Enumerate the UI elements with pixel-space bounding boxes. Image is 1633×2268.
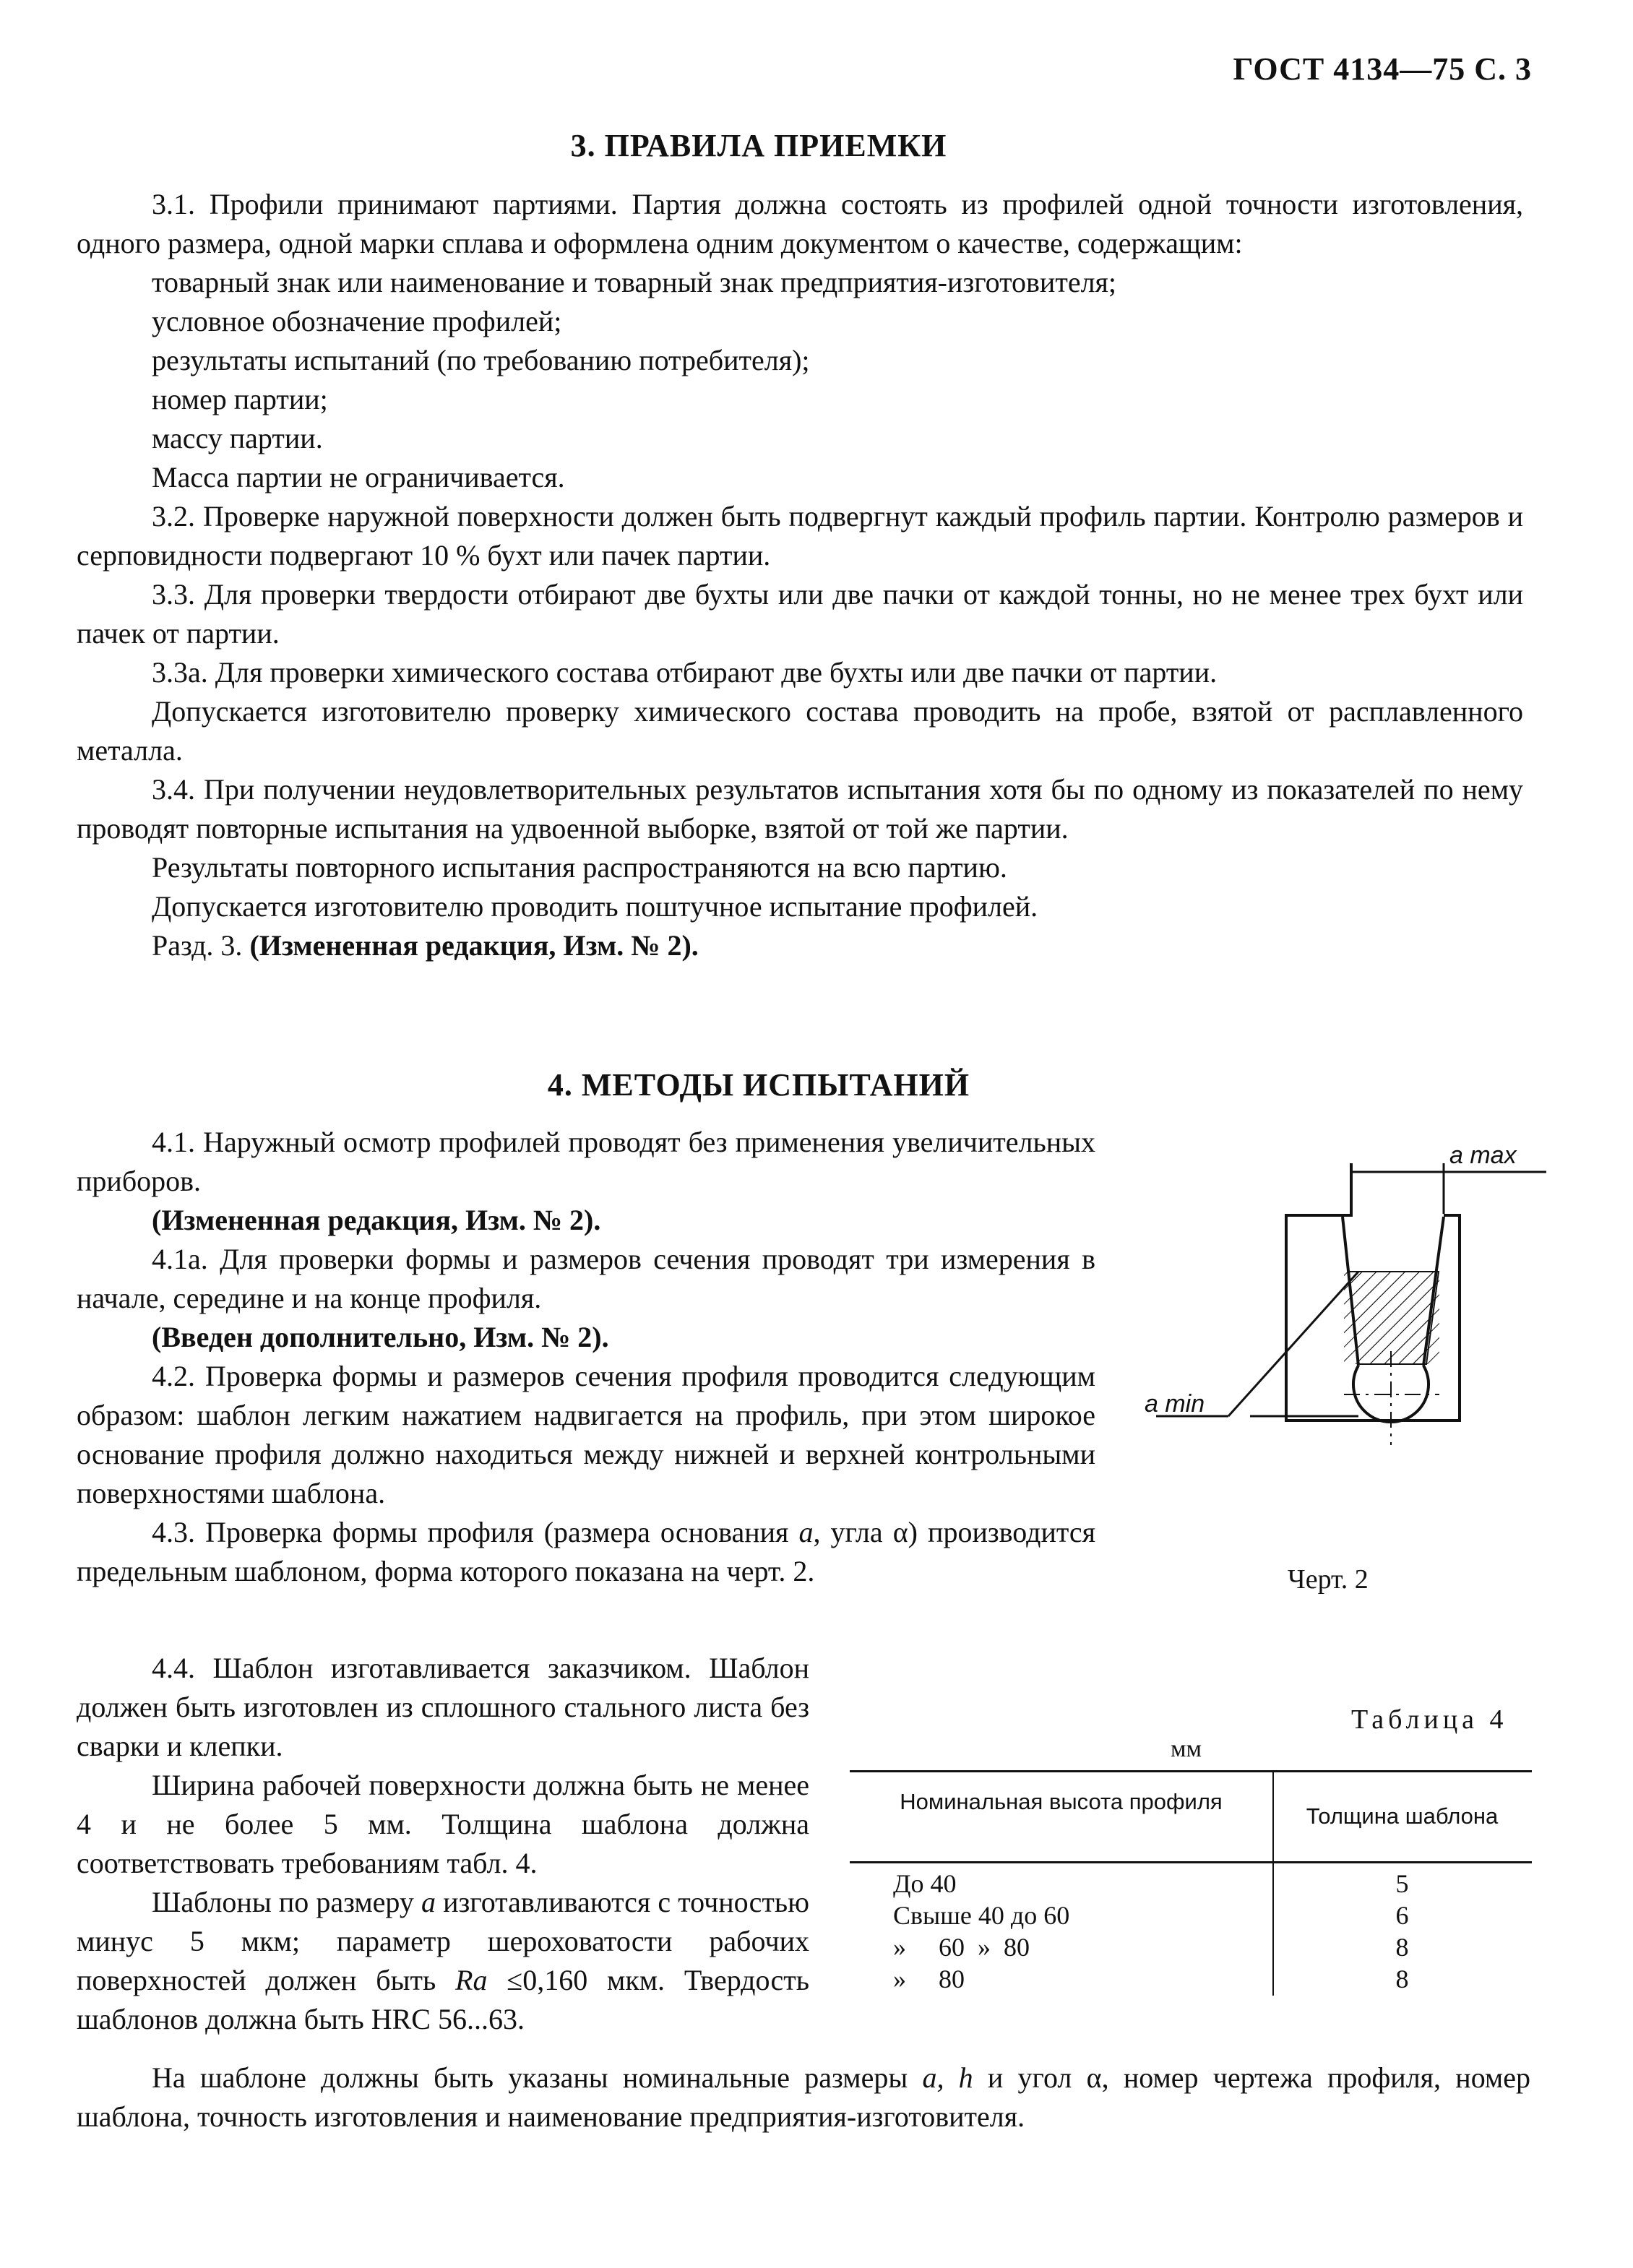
section-4-body-narrow — [77, 1649, 809, 2039]
figure-caption: Черт. 2 — [1288, 1564, 1369, 1595]
section-3-body — [77, 185, 1523, 965]
table-row — [850, 1900, 1532, 1933]
list-item: товарный знак или наименование и товарный знак предприятия-изготовителя; — [152, 266, 1117, 298]
paragraph-3-3a: 3.3а. Для проверки химического состава отбирают две бухты или две пачки от партии. — [152, 656, 1218, 689]
cell-height: » 80 — [893, 1965, 965, 1993]
section-3-amendment — [77, 926, 1523, 965]
paragraph-4-3 — [77, 1513, 1095, 1591]
paragraph-3-4: 3.4. При получении неудовлетворительных результатов испытания хотя бы по одному из показателей по нему проводят повторные испытания на удвоенной выборке, взятой от той же партии. — [77, 773, 1523, 845]
paragraph-4-1a: 4.1а. Для проверки формы и размеров сечения проводят три измерения в начале, середине и на конце профиля. — [77, 1243, 1095, 1314]
amendment-note: (Измененная редакция, Изм. № 2). — [152, 1204, 601, 1236]
table-rule-header — [850, 1861, 1532, 1863]
amendment-note: (Введен дополнительно, Изм. № 2). — [152, 1321, 609, 1353]
paragraph-3-3: 3.3. Для проверки твердости отбирают две бухты или две пачки от каждой тонны, но не менее трех бухт или пачек от партии. — [77, 578, 1523, 650]
paragraph-4-4-precision — [77, 1883, 809, 2039]
section-4-body-wide — [77, 1123, 1095, 1591]
list-item: массу партии. — [152, 422, 323, 454]
paragraph-mass: Масса партии не ограничивается. — [152, 461, 565, 493]
paragraph-3-1: 3.1. Профили принимают партиями. Партия должна состоять из профилей одной точности изготовления, одного размера, одной марки сплава и оформлена одним документом о качестве, содержащим: — [77, 188, 1523, 259]
cell-height: Свыше 40 до 60 — [893, 1901, 1070, 1930]
text-run: , угла α) производится предельным шаблоном, форма которого показана на черт. 2. — [77, 1516, 1096, 1587]
hatched-zone — [1349, 1272, 1439, 1364]
cell-thickness: 6 — [1395, 1901, 1409, 1930]
cell-thickness: 8 — [1395, 1933, 1409, 1962]
paragraph-4-4: 4.4. Шаблон изготавливается заказчиком. Шаблон должен быть изготовлен из сплошного стального листа без сварки и клепки. — [77, 1652, 809, 1762]
text-run: и угол α, номер чертежа профиля, номер шаблона, точность изготовления и наименование предприятия-изготовителя. — [77, 2061, 1530, 2133]
table-row — [850, 1932, 1532, 1965]
table-title: Таблица 4 — [1351, 1704, 1508, 1735]
text-run: изготавливаются с точностью минус 5 мкм; параметр шероховатости рабочих поверхностей должен быть — [77, 1886, 809, 1996]
list-item: результаты испытаний (по требованию потребителя); — [152, 344, 810, 376]
table-row — [850, 1964, 1532, 1997]
paragraph-4-1-note — [77, 1201, 1095, 1240]
table-row — [850, 1868, 1532, 1902]
header-thickness: Толщина шаблона — [1306, 1803, 1499, 1829]
paragraph-3-3a-note: Допускается изготовителю проверку химического состава проводить на пробе, взятой от расплавленного металла. — [77, 695, 1523, 767]
amendment-note: (Измененная редакция, Изм. № 2). — [249, 929, 699, 962]
section-3-title: 3. ПРАВИЛА ПРИЕМКИ — [570, 128, 947, 163]
paragraph-4-1a-note — [77, 1318, 1095, 1357]
list-item: условное обозначение профилей; — [152, 305, 562, 337]
table-units: мм — [1171, 1736, 1202, 1762]
text-run: a — [421, 1886, 436, 1918]
paragraph-4-2: 4.2. Проверка формы и размеров сечения профиля проводится следующим образом: шаблон легким нажатием надвигается на профиль, при этом широкое основание профиля должно находиться между нижней и верхней контрольными поверхностями шаблона. — [77, 1360, 1095, 1509]
paragraph-3-4-piece: Допускается изготовителю проводить поштучное испытание профилей. — [152, 890, 1038, 923]
text-run: a — [798, 1516, 814, 1548]
template-drawing — [1113, 1134, 1546, 1539]
text-run: На шаблоне должны быть указаны номинальные размеры — [152, 2061, 923, 2094]
cell-height: » 60 » 80 — [893, 1933, 1030, 1962]
paragraph-4-4-width: Ширина рабочей поверхности должна быть не менее 4 и не более 5 мм. Толщина шаблона должна соответствовать требованиям табл. 4. — [77, 1769, 809, 1879]
paragraph-4-4-marking — [77, 2058, 1530, 2137]
text-run: Ra — [455, 1964, 488, 1996]
list-item: номер партии; — [152, 383, 328, 415]
section-4-title: 4. МЕТОДЫ ИСПЫТАНИЙ — [547, 1067, 970, 1103]
text-run: a, h — [922, 2061, 973, 2094]
label-a-min: a min — [1145, 1390, 1205, 1418]
cell-height: До 40 — [893, 1869, 957, 1898]
text-run: Шаблоны по размеру — [152, 1886, 421, 1918]
text-run: 4.3. Проверка формы профиля (размера основания — [152, 1516, 799, 1548]
cell-thickness: 8 — [1395, 1965, 1409, 1993]
text-run: ≤0,160 мкм. Твердость шаблонов должна быть HRC 56...63. — [77, 1964, 809, 2035]
label-a-max: a max — [1449, 1142, 1517, 1169]
header-height: Номинальная высота профиля — [900, 1789, 1223, 1814]
cell-thickness: 5 — [1395, 1869, 1409, 1898]
amendment-prefix: Разд. 3. — [152, 929, 250, 962]
section-4-body-tail — [77, 2058, 1530, 2137]
paragraph-3-2: 3.2. Проверке наружной поверхности должен быть подвергнут каждый профиль партии. Контролю размеров и серповидности подвергают 10 % бухт или пачек партии. — [77, 500, 1523, 572]
page-header: ГОСТ 4134—75 С. 3 — [1233, 51, 1532, 87]
paragraph-3-4-repeat: Результаты повторного испытания распространяются на всю партию. — [152, 851, 1007, 884]
table-rule-top — [850, 1770, 1532, 1772]
paragraph-4-1: 4.1. Наружный осмотр профилей проводят без применения увеличительных приборов. — [77, 1126, 1095, 1197]
